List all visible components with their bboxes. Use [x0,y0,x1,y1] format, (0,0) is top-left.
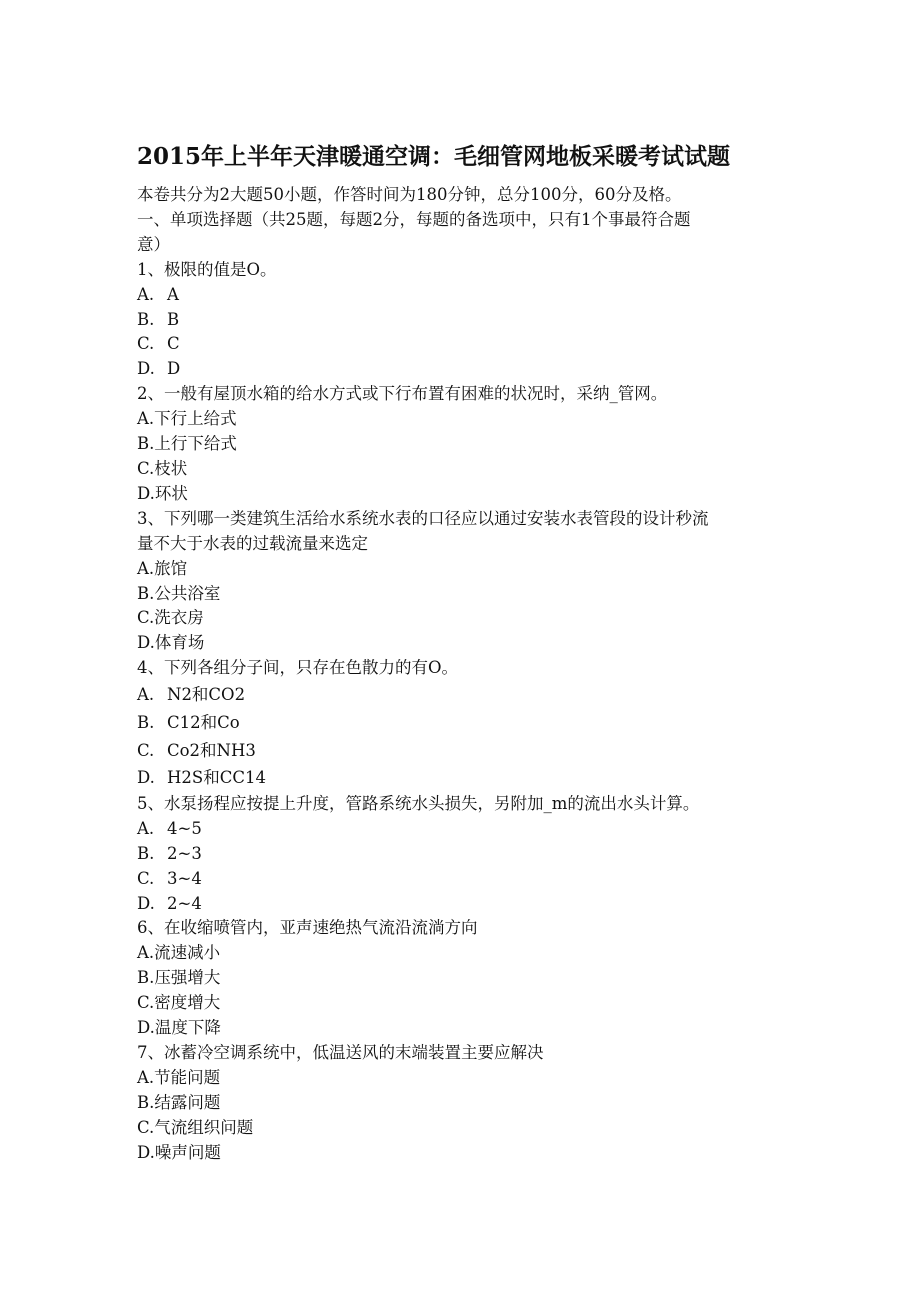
option-a: A.流速减小 [137,943,221,963]
question-6 [137,916,797,1041]
question-text: 3、下列哪一类建筑生活给水系统水表的口径应以通过安装水表管段的设计秒流 [137,508,709,528]
question-text: 2、一般有屋顶水箱的给水方式或下行布置有困难的状况时，采纳_管网。 [137,384,668,404]
section-heading-line-2: 意） [137,234,170,254]
option-d: D.环状 [137,483,188,503]
question-1 [137,258,797,383]
option-a: A.旅馆 [137,558,188,578]
option-b: B. B [137,309,180,329]
option-b: B. 2~3 [137,843,202,863]
option-c: C.密度增大 [137,993,221,1013]
question-text: 7、冰蓄冷空调系统中，低温送风的末端装置主要应解决 [137,1043,544,1062]
option-d: D. H2S和CC14 [137,768,266,788]
option-b: B. C12和Co [137,712,240,732]
option-c: C. Co2和NH3 [137,740,256,760]
option-a: A. A [137,284,179,304]
question-5 [137,792,797,917]
question-text-continued: 量不大于水表的过载流量来选定 [137,533,368,553]
option-b: B.结露问题 [137,1092,221,1112]
section-heading-line-1: 一、单项选择题（共25题，每题2分，每题的备选项中，只有1个事最符合题 [137,209,691,229]
document-title: 2015年上半年天津暖通空调：毛细管网地板采暖考试试题 [137,143,731,170]
question-text: 6、在收缩喷管内，亚声速绝热气流沿流淌方向 [137,918,478,938]
option-d: D. D [137,359,181,379]
option-a: A.节能问题 [137,1067,221,1087]
question-4 [137,656,797,792]
option-b: B.公共浴室 [137,583,221,603]
option-c: C.洗衣房 [137,608,204,628]
option-c: C. 3~4 [137,868,202,888]
option-d: D. 2~4 [137,893,202,913]
question-text: 1、极限的值是O。 [137,259,277,279]
option-c: C.气流组织问题 [137,1117,254,1137]
exam-intro: 本卷共分为2大题50小题，作答时间为180分钟，总分100分，60分及格。 [137,185,682,204]
question-text: 4、下列各组分子间，只存在色散力的有O。 [137,658,459,678]
question-2 [137,382,797,507]
option-a: A. 4~5 [137,818,202,838]
question-text: 5、水泵扬程应按提上升度，管路系统水头损失，另附加_m的流出水头计算。 [137,793,700,813]
question-3 [137,507,797,656]
option-c: C. C [137,334,180,354]
option-a: A.下行上给式 [137,409,237,429]
option-a: A. N2和CO2 [137,685,246,705]
question-7 [137,1041,797,1166]
option-d: D.温度下降 [137,1018,221,1038]
option-d: D.体育场 [137,633,205,653]
option-b: B.压强增大 [137,968,221,988]
option-d: D.噪声问题 [137,1142,221,1162]
document-body [137,183,797,1166]
option-c: C.枝状 [137,458,188,478]
option-b: B.上行下给式 [137,434,237,454]
